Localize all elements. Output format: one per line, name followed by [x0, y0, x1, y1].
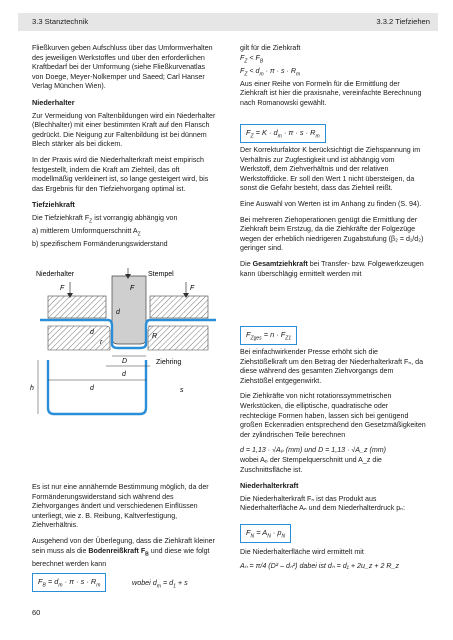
page-number: 60: [32, 608, 41, 617]
formula-fb: $F_B = d_m \cdot \pi \cdot s \cdot R_m$: [32, 573, 106, 592]
r-p3: Der Korrekturfaktor K berücksichtigt die Ziehspannung im Verhältnis zur Zugfestigkeit und ist abhängig vom Werkstoff, dem Ziehverhältnis und der relativen Werkstoffdicke. Er soll den Wert 1 nicht übersteigen, da sonst die Gefahr besteht, dass das Ziehteil reißt.: [240, 146, 421, 193]
r-p7: Bei einfachwirkender Presse erhöht sich die Ziehstößelkraft um den Betrag der Niederhalterkraft Fₙ, da diese während des gesamten Ziehvorgangs dem Ziehstößel entgegenwirkt.: [240, 348, 424, 385]
r-p9: d = 1,13 · √Aₚ (mm) und D = 1,13 · √A_z (mm): [240, 446, 387, 455]
label-d2: d: [122, 371, 126, 378]
paragraph-approx: Es ist nur eine annähernde Bestimmung möglich, da der Formänderungswiderstand sich während des Ziehvorganges ändert und verschiedenen Einflüssen unterliegt, wie z. B. Reibung, Kaltverfestigung, Ziehverhältnis.: [32, 483, 209, 530]
niederhalter-paragraph-2: In der Praxis wird die Niederhalterkraft meist empirisch festgestellt, indem die Kraft am Ziehteil, das oft modellmäßig verkleinert ist, so lange gesteigert wird, bis das Ergebnis für den Tiefziehvorgang optimal ist.: [32, 155, 209, 193]
header-bar: [18, 13, 438, 31]
label-D: D: [122, 358, 128, 365]
label-R: R: [152, 333, 158, 340]
deep-drawing-diagram: [30, 268, 226, 418]
section-left: 3.3 Stanztechnik: [32, 17, 89, 26]
left-column-top: [32, 44, 218, 250]
r-p6: Die Gesamtziehkraft bei Transfer- bzw. Folgewerkzeugen kann überschlägig ermittelt werden mit: [240, 259, 424, 278]
drawn-cup: [48, 360, 146, 414]
label-dm: d: [90, 385, 94, 392]
right-column-mid: [240, 146, 426, 285]
paragraph-bodenreisskraft: Ausgehend von der Überlegung, dass die Ziehkraft kleiner sein muss als die Bodenreißkraft $F_B$ und diese wie folgt berechnet werden kann: [32, 536, 215, 568]
right-column-top: [240, 44, 426, 114]
label-fn-right: F: [190, 285, 195, 292]
tiefziehkraft-b: b) spezifischem Formänderungswiderstand: [32, 239, 168, 248]
formula-fz: $F_Z = K \cdot d_m \cdot \pi \cdot s \cdot R_m$: [240, 124, 326, 143]
r-p12: Die Niederhalterfläche wird ermittelt mit: [240, 548, 364, 556]
label-ziehring: Ziehring: [156, 359, 182, 366]
r-p10: wobei Aₚ der Stempelquerschnitt und A_z die Zuschnittsfläche ist.: [240, 455, 382, 474]
heading-tiefziehkraft: Tiefziehkraft: [32, 200, 75, 210]
blank-holder-left: [48, 296, 106, 318]
intro-paragraph: Fließkurven geben Aufschluss über das Umformverhalten des jeweiligen Werkstoffes und über den erforderlichen Kraftbedarf bei der Umformung (siehe Fließkurvenatlas von Doege, Meyer-Nolkemper und Saeed; Carl Hanser Verlag München Wien).: [32, 44, 213, 91]
heading-niederhalter: Niederhalter: [32, 97, 75, 107]
r-p8: Die Ziehkräfte von nicht rotationssymmetrischen Werkstücken, die elliptische, quadratische oder rechteckige Formen haben, lassen sich bei genügend großen Eckenradien entsprechend den Gesetzmäßigkeiten der zylindrischen Teile berechnen: [240, 392, 426, 439]
niederhalter-paragraph-1: Zur Vermeidung von Faltenbildungen wird ein Niederhalter (Blechhalter) mit einer bestimmten Kraft auf den Flansch gedrückt. Die Neigung zur Faltenbildung ist bei dünnem Blech stärker als bei dickem.: [32, 111, 216, 149]
r-f1: $F_Z < F_B$: [240, 53, 264, 64]
label-niederhalter: Niederhalter: [36, 271, 75, 278]
formula-where: wobei $d_m = d_1 + s$: [132, 578, 188, 590]
formula-fges: $F_{Zges} = n \cdot F_{Z1}$: [240, 326, 297, 345]
r-p5: Bei mehreren Ziehoperationen genügt die Ermittlung der Ziehkraft beim Erstzug, da die Ziehkräfte der Folgezüge wegen der erheblich niedrigeren Zugabstufung (β₂ = d₁/d₂) geringer sind.: [240, 215, 424, 253]
left-column-bottom: [32, 483, 218, 575]
label-fz: F: [130, 285, 135, 292]
label-d1: d: [116, 309, 120, 316]
label-stempel: Stempel: [148, 271, 174, 278]
blank-holder-right: [150, 296, 208, 318]
heading-niederhalterkraft: Niederhalterkraft: [240, 481, 299, 491]
label-fn-left: F: [60, 285, 65, 292]
label-s: s: [180, 387, 184, 394]
formula-fn: $F_N = A_N \cdot p_N$: [240, 524, 291, 543]
r-p13: Aₙ = π/4 (D² – dₙ²) dabei ist dₙ = d₁ + 2u_z + 2 R_z: [240, 561, 399, 570]
label-r: r: [100, 339, 103, 346]
right-column-bottom: [240, 548, 426, 571]
tiefziehkraft-intro: Die Tiefziehkraft $F_Z$ ist vorrangig abhängig von: [32, 213, 178, 225]
r-p1: gilt für die Ziehkraft: [240, 44, 301, 52]
label-h: h: [30, 385, 34, 392]
right-column-lower: [240, 348, 426, 520]
r-f2: $F_Z < d_m \cdot \pi \cdot s \cdot R_m$: [240, 66, 301, 77]
tiefziehkraft-a: a) mittlerem Umformquerschnitt $A_Z$: [32, 226, 141, 238]
r-p2: Aus einer Reihe von Formeln für die Ermittlung der Ziehkraft ist hier die praxisnahe, vereinfachte Berechnung nach Romanowski gewählt.: [240, 79, 422, 107]
section-right: 3.3.2 Tiefziehen: [376, 17, 430, 26]
r-p11: Die Niederhalterkraft Fₙ ist das Produkt aus Niederhalterfläche Aₙ und dem Niederhalterdruck pₙ:: [240, 494, 405, 513]
draw-ring-left: [48, 326, 110, 350]
label-dn: d: [90, 329, 94, 336]
r-p4: Eine Auswahl von Werten ist im Anhang zu finden (S. 94).: [240, 199, 422, 208]
